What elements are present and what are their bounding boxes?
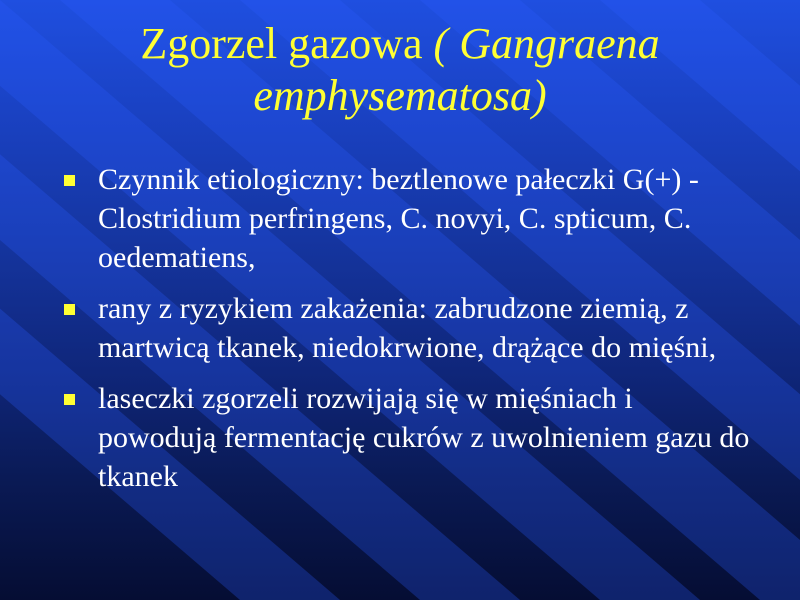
title-main: Zgorzel gazowa <box>140 19 434 68</box>
bullet-item <box>60 160 750 277</box>
bullet-square-icon <box>64 394 75 405</box>
bullet-square-icon <box>64 304 75 315</box>
bullet-list <box>60 160 750 508</box>
bullet-item <box>60 289 750 367</box>
title-latin: ( Gangraena emphysematosa) <box>253 19 660 120</box>
bullet-text: rany z ryzykiem zakażenia: zabrudzone ziemią, z martwicą tkanek, niedokrwione, drążące do mięśni, <box>98 292 717 364</box>
bullet-text: Czynnik etiologiczny: beztlenowe pałeczki G(+) - Clostridium perfringens, C. novyi, C. spticum, C. oedematiens, <box>98 163 699 274</box>
bullet-item <box>60 379 750 496</box>
slide-title <box>60 18 740 122</box>
bullet-text: laseczki zgorzeli rozwijają się w mięśniach i powodują fermentację cukrów z uwolnieniem gazu do tkanek <box>98 382 750 493</box>
bullet-square-icon <box>64 175 75 186</box>
